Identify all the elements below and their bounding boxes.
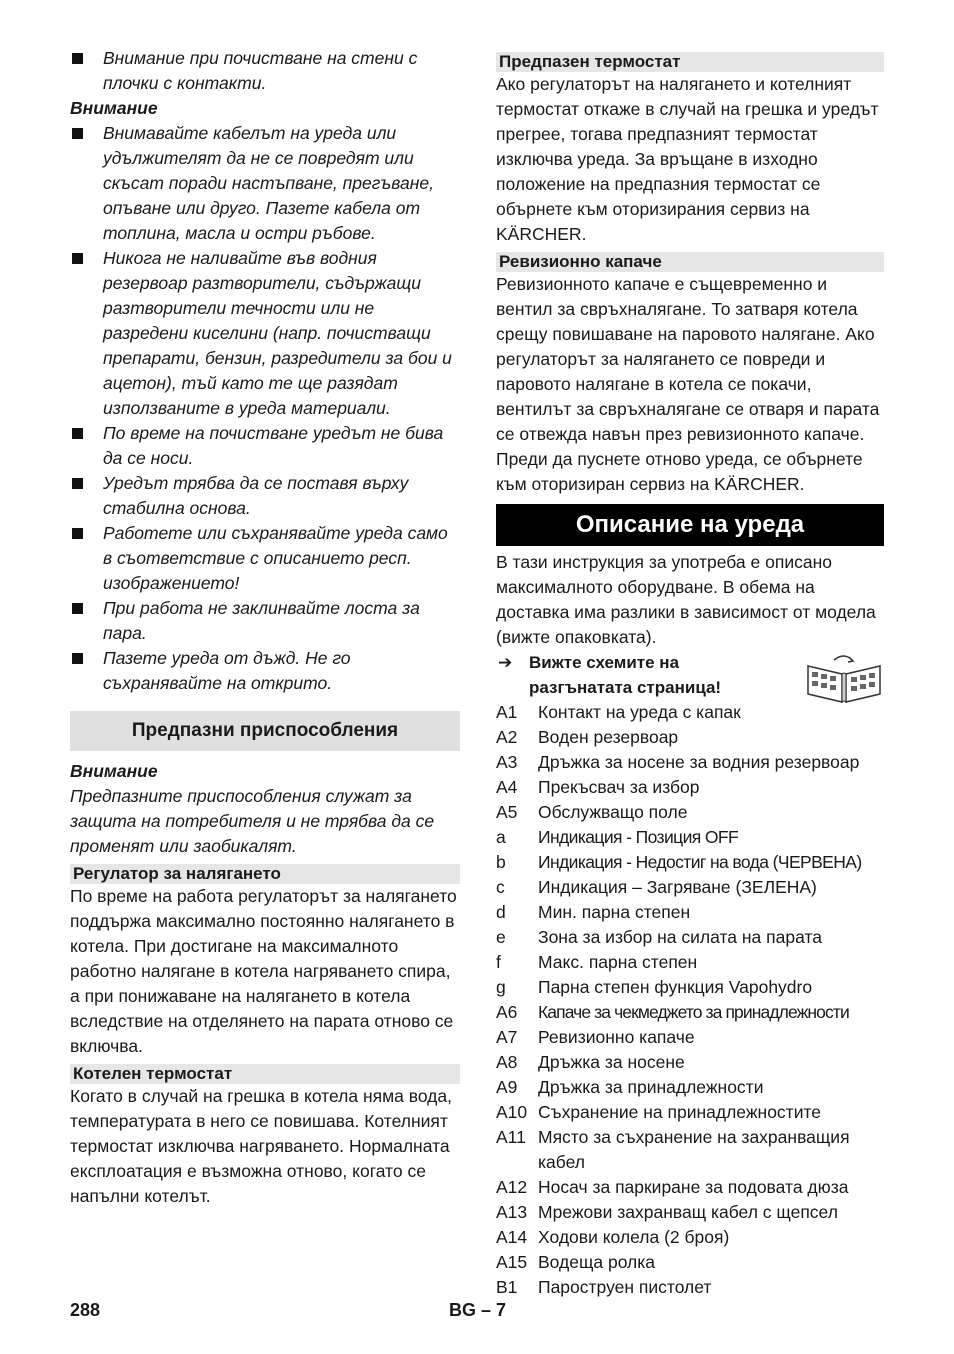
parts-list-item <box>496 1275 884 1300</box>
parts-list-item <box>496 925 884 950</box>
part-code: g <box>496 977 506 997</box>
parts-list-item <box>496 1200 884 1225</box>
part-text: Дръжка за принадлежности <box>538 1077 764 1097</box>
parts-list-item <box>496 950 884 975</box>
part-text: Индикация - Позиция OFF <box>538 827 739 847</box>
part-code: c <box>496 877 505 897</box>
part-code: A5 <box>496 802 518 822</box>
part-text: Ходови колела (2 броя) <box>538 1227 730 1247</box>
page-number: 288 <box>70 1300 101 1320</box>
left-column <box>70 46 460 1209</box>
subheading-safety-thermostat: Предпазен термостат <box>496 52 884 72</box>
subheading-boiler-thermostat: Котелен термостат <box>70 1064 460 1084</box>
attention-label: Внимание <box>70 98 158 118</box>
part-code: f <box>496 952 501 972</box>
parts-list-item <box>496 1000 884 1025</box>
warning-item: По време на почистване уредът не бива да се носи. <box>70 421 460 471</box>
section-heading-safety-devices: Предпазни приспособления <box>70 711 460 751</box>
open-book-icon <box>804 652 884 704</box>
part-text: Воден резервоар <box>538 727 679 747</box>
subheading-inspection-cover: Ревизионно капаче <box>496 252 884 272</box>
parts-list-item <box>496 1100 884 1125</box>
part-code: e <box>496 927 506 947</box>
section-page-label: BG – 7 <box>449 1300 507 1320</box>
parts-list-item <box>496 900 884 925</box>
parts-list-item <box>496 725 884 750</box>
subheading-pressure-regulator: Регулатор за налягането <box>70 864 460 884</box>
safety-thermostat-text: Ако регулаторът на налягането и котелният термостат откаже в случай на грешка и уредът прегрее, тогава предпазният термостат изключва уреда. За връщане в изходно положение на предпазния термостат се обърнете към оторизирания сервиз на KÄRCHER. <box>496 74 879 244</box>
parts-list-item <box>496 875 884 900</box>
part-code: A13 <box>496 1202 528 1222</box>
part-text: Дръжка за носене <box>538 1052 685 1072</box>
part-code: A7 <box>496 1027 518 1047</box>
parts-list-item <box>496 850 884 875</box>
parts-list-item <box>496 1075 884 1100</box>
parts-list-item <box>496 1050 884 1075</box>
part-code: b <box>496 852 506 872</box>
part-code: a <box>496 827 506 847</box>
part-code: A8 <box>496 1052 518 1072</box>
warning-item: Никога не наливайте във водния резервоар разтворители, съдържащи разтворители течности или не разредени киселини (напр. почистващи препарати, бензин, разредители за бои и ацетон), тъй като те ще разядат използваните в уреда материали. <box>70 246 460 421</box>
warning-item: При работа не заклинвайте лоста за пара. <box>70 596 460 646</box>
main-heading-device-description: Описание на уреда <box>496 504 884 546</box>
part-text: Носач за паркиране за подовата дюза <box>538 1177 849 1197</box>
part-text: Водеща ролка <box>538 1252 656 1272</box>
parts-list-item <box>496 1175 884 1200</box>
part-code: A12 <box>496 1177 528 1197</box>
part-text: Контакт на уреда с капак <box>538 702 741 722</box>
part-code: A2 <box>496 727 518 747</box>
part-code: A10 <box>496 1102 528 1122</box>
part-text: Ревизионно капаче <box>538 1027 695 1047</box>
arrow-right-icon: ➔ <box>498 653 513 672</box>
parts-list <box>496 700 884 1300</box>
warning-item: Уредът трябва да се поставя върху стабилна основа. <box>70 471 460 521</box>
foldout-note <box>496 650 884 700</box>
parts-list-item <box>496 1125 884 1175</box>
part-code: A4 <box>496 777 518 797</box>
part-text: Парна степен функция Vapohydro <box>538 977 813 997</box>
part-text: Зона за избор на силата на парата <box>538 927 822 947</box>
parts-list-item <box>496 750 884 775</box>
parts-list-item <box>496 975 884 1000</box>
part-text: Прекъсвач за избор <box>538 777 700 797</box>
parts-list-item <box>496 800 884 825</box>
part-code: A1 <box>496 702 518 722</box>
warning-item: Внимавайте кабелът на уреда или удължителят да не се повредят или скъсат поради настъпване, прегъване, опъване или друго. Пазете кабела от топлина, масла и остри ръбове. <box>70 121 460 246</box>
part-text: Индикация – Загряване (ЗЕЛЕНА) <box>538 877 817 897</box>
part-text: Мрежови захранващ кабел с щепсел <box>538 1202 838 1222</box>
part-code: A11 <box>496 1127 526 1147</box>
part-code: A6 <box>496 1002 518 1022</box>
attention-text: Предпазните приспособления служат за защита на потребителя и не трябва да се променят или заобикалят. <box>70 786 435 856</box>
parts-list-item <box>496 775 884 800</box>
part-code: B1 <box>496 1277 518 1297</box>
pressure-regulator-text: По време на работа регулаторът за налягането поддържа максимално постоянно налягането в котела. При достигане на максималното работно налягане в котела нагряването спира, а при понижаване на налягането в котела вследствие на отделянето на парата отново се включва. <box>70 886 457 1056</box>
part-text: Макс. парна степен <box>538 952 698 972</box>
part-code: A9 <box>496 1077 518 1097</box>
inspection-cover-text: Ревизионното капаче е същевременно и вентил за свръхналягане. То затваря котела срещу повишаване на паровото налягане. Ако регулаторът за налягането се повреди и паровото налягане в котела се покачи, вентилът за свръхналягане се отваря и парата се отвежда навън през ревизионното капаче. Преди да пуснете отново уреда, се обърнете към оторизиран сервиз на KÄRCHER. <box>496 274 880 494</box>
part-text: Място за съхранение на захранващия кабел <box>538 1127 850 1172</box>
part-text: Дръжка за носене за водния резервоар <box>538 752 860 772</box>
warning-item: Внимание при почистване на стени с плочки с контакти. <box>70 46 460 96</box>
part-text: Обслужващо поле <box>538 802 688 822</box>
part-code: A14 <box>496 1227 528 1247</box>
part-text: Пароструен пистолет <box>538 1277 712 1297</box>
attention-label: Внимание <box>70 761 158 781</box>
part-text: Съхранение на принадлежностите <box>538 1102 822 1122</box>
intro-text: В тази инструкция за употреба е описано максималното оборудване. В обема на доставка има разлики в зависимост от модела (вижте опаковката). <box>496 552 876 647</box>
warning-item: Работете или съхранявайте уреда само в съответствие с описанието респ. изображението! <box>70 521 460 596</box>
parts-list-item <box>496 1250 884 1275</box>
part-code: d <box>496 902 506 922</box>
part-text: Мин. парна степен <box>538 902 691 922</box>
part-text: Капаче за чекмеджето за принадлежности <box>538 1002 849 1022</box>
right-column <box>496 46 884 1300</box>
warning-item: Пазете уреда от дъжд. Не го съхранявайте на открито. <box>70 646 460 696</box>
part-code: A15 <box>496 1252 528 1272</box>
parts-list-item <box>496 1025 884 1050</box>
part-code: A3 <box>496 752 518 772</box>
parts-list-item <box>496 825 884 850</box>
parts-list-item <box>496 1225 884 1250</box>
foldout-note-text: Вижте схемите на разгънатата страница! <box>529 653 722 697</box>
part-text: Индикация - Недостиг на вода (ЧЕРВЕНА) <box>538 852 862 872</box>
boiler-thermostat-text: Когато в случай на грешка в котела няма вода, температурата в него се повишава. Котелният термостат изключва нагряването. Нормалната експлоатация е възможна отново, когато се напълни котелът. <box>70 1086 452 1206</box>
